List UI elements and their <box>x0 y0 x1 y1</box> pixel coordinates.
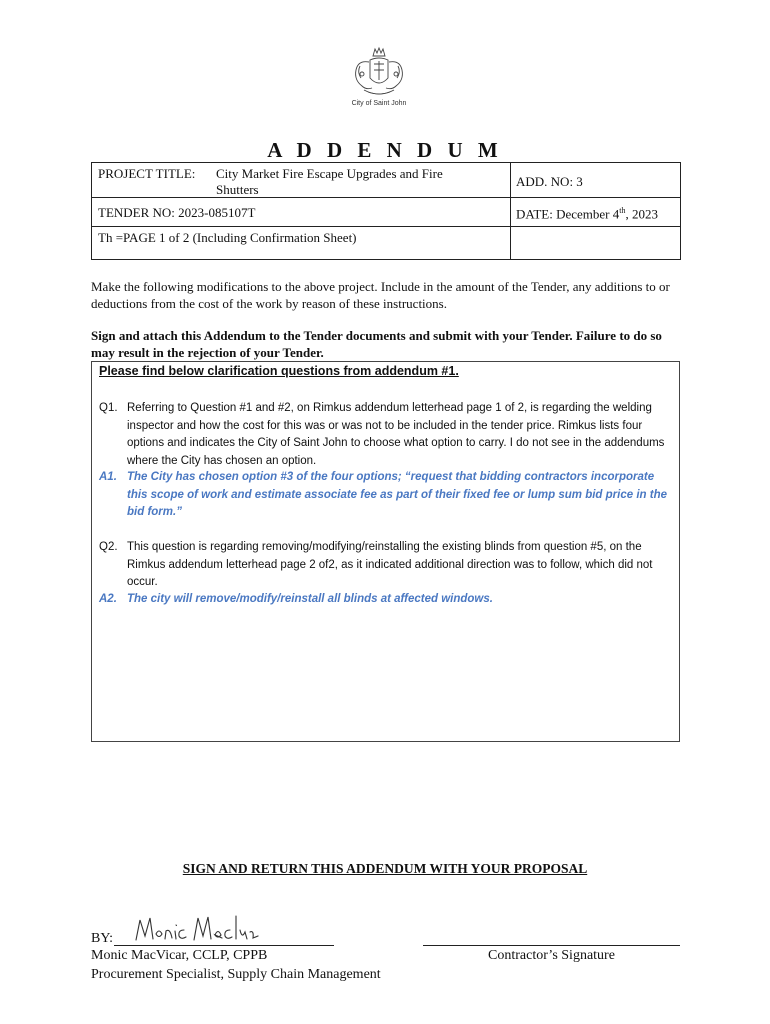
by-label: BY: <box>91 931 114 946</box>
contractor-signature-label: Contractor’s Signature <box>488 948 615 963</box>
question-label: Q2. <box>99 541 118 553</box>
addendum-header-table <box>91 162 681 260</box>
answer-2 <box>99 591 673 609</box>
city-name-caption: City of Saint John <box>351 100 407 107</box>
answer-label: A1. <box>99 471 117 483</box>
answer-label: A2. <box>99 593 117 605</box>
question-text: This question is regarding removing/modifying/reinstalling the existing blinds from question #5, on the Rimkus addendum letterhead page 2 of2, as it indicated additional direction was to follow, which did not occur. <box>127 541 653 588</box>
addendum-number: ADD. NO: 3 <box>516 174 583 189</box>
city-crest-logo <box>348 44 410 100</box>
answer-text: The city will remove/modify/reinstall all blinds at affected windows. <box>127 593 493 605</box>
project-title-value: City Market Fire Escape Upgrades and Fire Shutters <box>216 166 443 197</box>
addendum-date <box>516 203 658 222</box>
document-title: A D D E N D U M <box>267 138 503 162</box>
handwritten-signature <box>132 912 262 946</box>
contractor-signature-line <box>423 945 680 946</box>
signer-name: Monic MacVicar, CCLP, CPPB <box>91 948 268 963</box>
question-1 <box>99 400 673 470</box>
page-info: Th =PAGE 1 of 2 (Including Confirmation Sheet) <box>98 230 357 245</box>
date-suffix: , 2023 <box>625 206 658 222</box>
clarification-heading: Please find below clarification questions from addendum #1. <box>99 364 459 378</box>
question-text: Referring to Question #1 and #2, on Rimkus addendum letterhead page 1 of 2, is regarding the welding inspector and how the cost for this was or was not to be included in the tender price. Rimkus lists four options and indicates the City of Saint John to choose what option to carry. I do not see in the addendums where the City has chosen an option. <box>127 402 665 467</box>
date-prefix: DATE: December 4 <box>516 206 620 222</box>
date-ordinal: th <box>619 206 626 215</box>
sign-and-return-notice: SIGN AND RETURN THIS ADDENDUM WITH YOUR PROPOSAL <box>182 861 588 876</box>
signer-title: Procurement Specialist, Supply Chain Management <box>91 967 381 982</box>
project-title-label: PROJECT TITLE: <box>98 166 196 181</box>
question-2 <box>99 539 673 592</box>
answer-text: The City has chosen option #3 of the four options; “request that bidding contractors incorporate this scope of work and estimate associate fee as part of their fixed fee or lump sum bid price in the bid form.” <box>127 471 668 518</box>
clarification-box <box>91 361 680 742</box>
question-label: Q1. <box>99 402 118 414</box>
tender-number: TENDER NO: 2023-085107T <box>98 205 256 220</box>
answer-1 <box>99 469 673 522</box>
sign-attach-instructions: Sign and attach this Addendum to the Tender documents and submit with your Tender. Failure to do so may result in the rejection of your Tender. <box>91 328 662 360</box>
modification-instructions: Make the following modifications to the above project. Include in the amount of the Tender, any additions to or deductions from the cost of the work by reason of these instructions. <box>91 279 670 311</box>
